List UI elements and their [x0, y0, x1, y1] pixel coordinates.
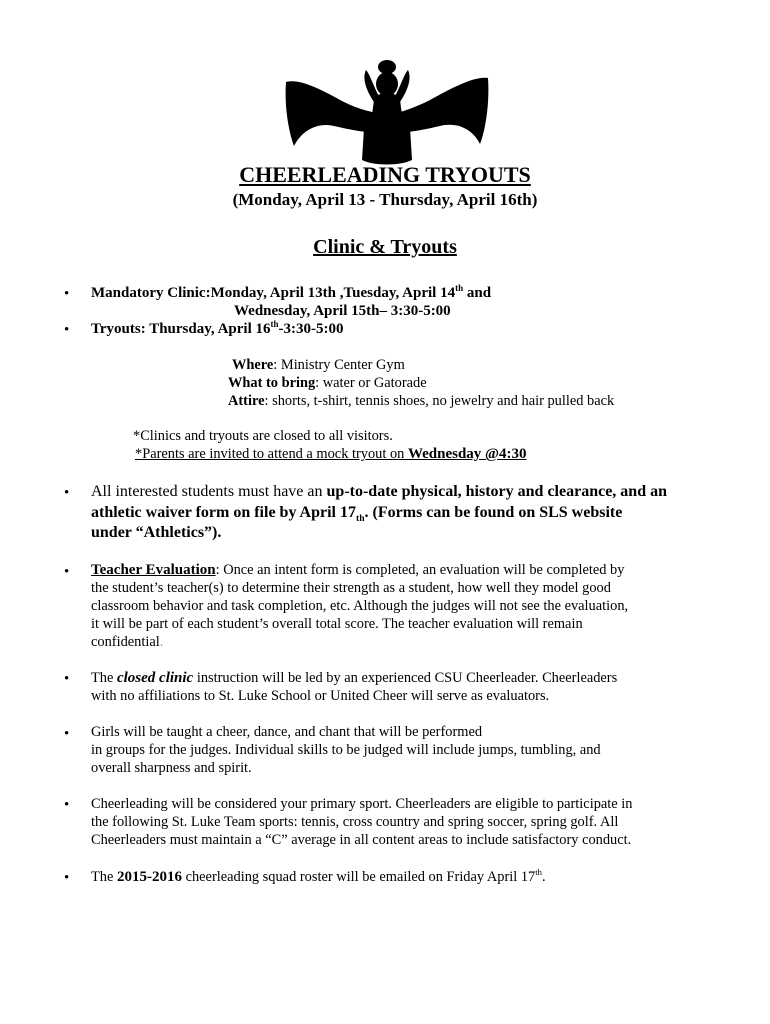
cheerleader-jump-silhouette-icon — [282, 60, 492, 166]
physical-line-3: under “Athletics”). — [91, 524, 222, 541]
sport-line-2: the following St. Luke Team sports: tennis, cross country and spring soccer, spring golf. All — [91, 814, 619, 830]
girls-line-1: Girls will be taught a cheer, dance, and chant that will be performed — [91, 724, 483, 740]
physical-line-2: athletic waiver form on file by April $17_{th}$. (Forms can be found on SLS website — [91, 504, 623, 525]
bullet: • — [64, 485, 70, 501]
sport-line-1: Cheerleading will be considered your primary sport. Cheerleaders are eligible to participate in — [91, 796, 633, 812]
teacher-line-4: it will be part of each student’s overall total score. The teacher evaluation will remain — [91, 616, 583, 632]
bullet: • — [64, 322, 70, 338]
teacher-line-5: confidential. — [91, 634, 164, 650]
tryout-dates: (Monday, April 13 - Thursday, April 16th) — [232, 190, 538, 209]
teacher-evaluation-label: Teacher Evaluation — [91, 562, 216, 578]
where-line: Where: Ministry Center Gym — [232, 357, 405, 373]
clinic-schedule-line: Mandatory Clinic:Monday, April 13th ,Tuesday, April 14th and — [91, 283, 492, 301]
clinic-label: Mandatory Clinic: — [91, 285, 211, 301]
attire-line: Attire: shorts, t-shirt, tennis shoes, no jewelry and hair pulled back — [228, 393, 615, 409]
physical-line-1: All interested students must have an up-to-date physical, history and clearance, and an — [91, 483, 667, 500]
teacher-line-1: Teacher Evaluation: Once an intent form is completed, an evaluation will be completed by — [91, 562, 625, 578]
teacher-line-2: the student’s teacher(s) to determine their strength as a student, how well they model good — [91, 580, 611, 596]
visitors-note: *Clinics and tryouts are closed to all visitors. — [133, 428, 393, 444]
tryouts-schedule-line: Tryouts: Thursday, April 16th-3:30-5:00 — [91, 319, 344, 337]
bullet: • — [64, 797, 70, 813]
sport-line-3: Cheerleaders must maintain a “C” average in all content areas to include satisfactory conduct. — [91, 832, 632, 848]
parents-note: *Parents are invited to attend a mock tryout on Wednesday @4:30 — [135, 446, 527, 462]
bullet: • — [64, 870, 70, 886]
bullet: • — [64, 286, 70, 302]
where-label: Where — [232, 357, 274, 373]
bullet: • — [64, 564, 70, 580]
girls-line-2: in groups for the judges. Individual skills to be judged will include jumps, tumbling, and — [91, 742, 601, 758]
tryouts-label: Tryouts: — [91, 321, 150, 337]
page-title: CHEERLEADING TRYOUTS — [239, 162, 531, 187]
attire-label: Attire — [228, 393, 265, 409]
roster-line: The 2015-2016 cheerleading squad roster will be emailed on Friday April 17th. — [91, 867, 546, 885]
section-subtitle: Clinic & Tryouts — [313, 236, 457, 258]
teacher-line-3: classroom behavior and task completion, etc. Although the judges will not see the evaluation, — [91, 598, 629, 614]
clinic-schedule-line-2: Wednesday, April 15th– 3:30-5:00 — [234, 303, 451, 319]
clinic-line-2: with no affiliations to St. Luke School or United Cheer will serve as evaluators. — [91, 688, 550, 704]
bullet: • — [64, 671, 70, 687]
bullet: • — [64, 726, 70, 742]
clinic-line-1: The closed clinic instruction will be led by an experienced CSU Cheerleader. Cheerleaders — [91, 670, 618, 686]
girls-line-3: overall sharpness and spirit. — [91, 760, 252, 776]
what-to-bring-line: What to bring: water or Gatorade — [228, 375, 427, 391]
bring-label: What to bring — [228, 375, 316, 391]
